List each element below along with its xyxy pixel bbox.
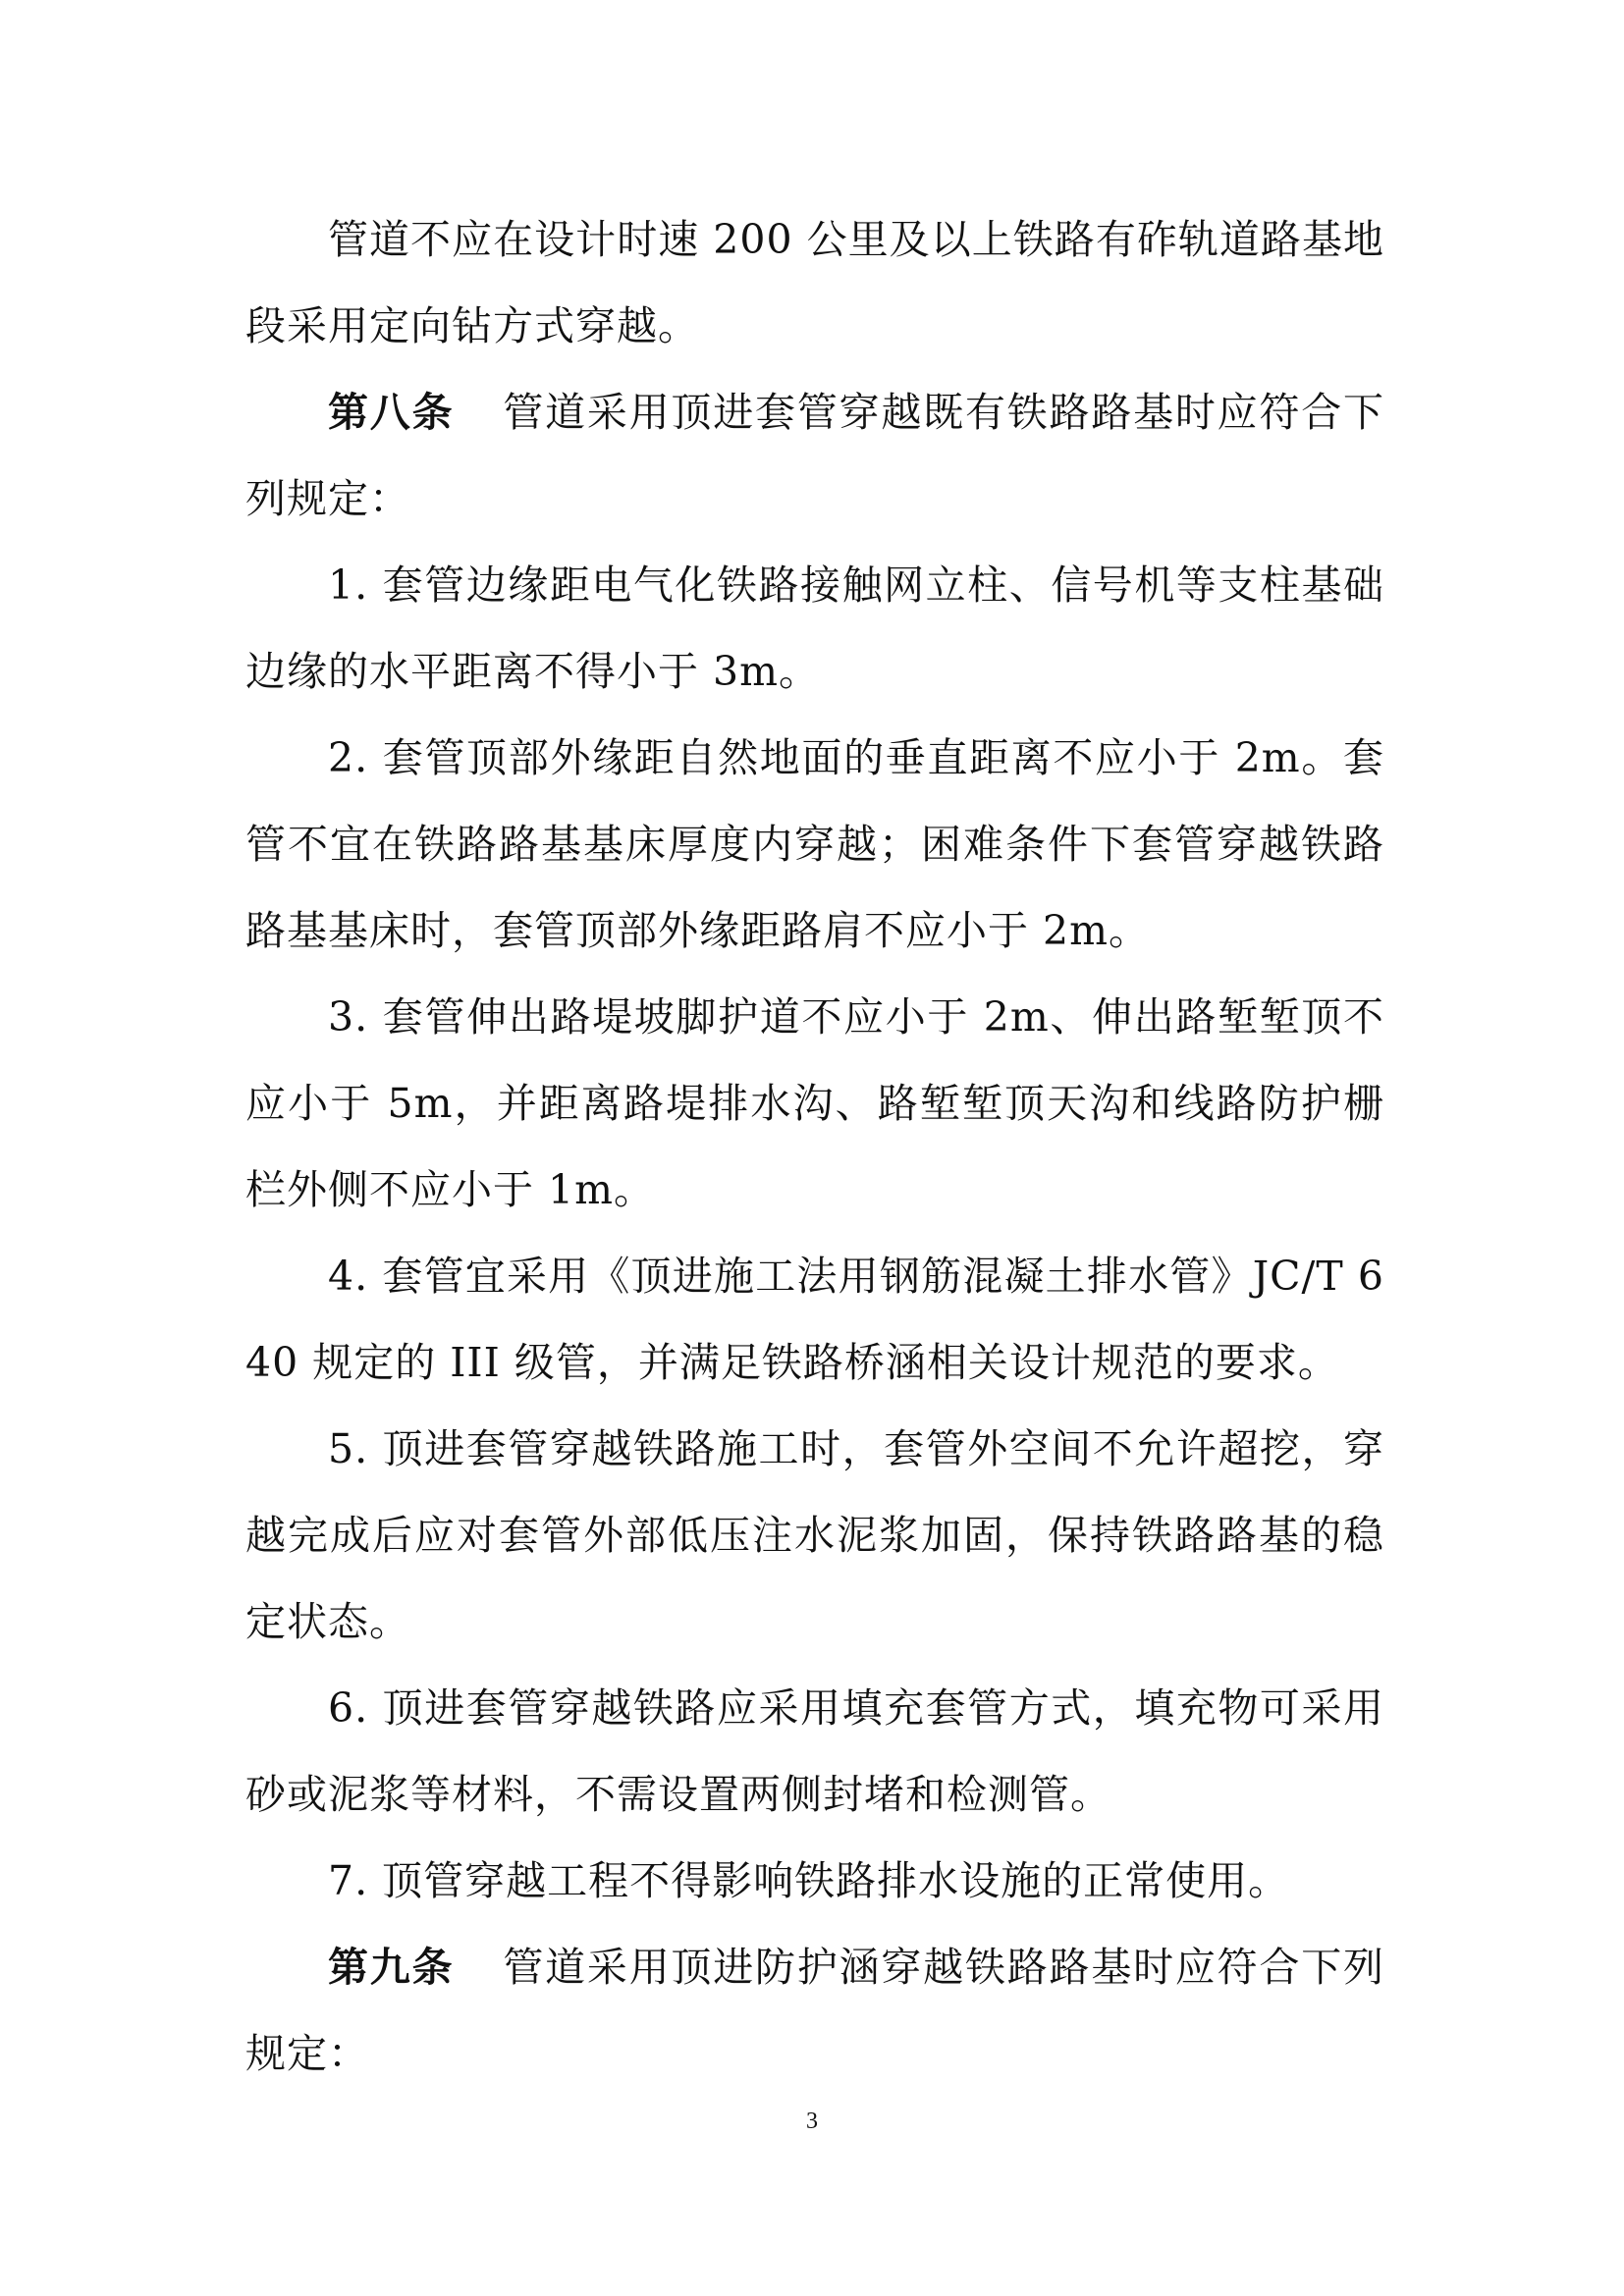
paragraph-text: 7. 顶管穿越工程不得影响铁路排水设施的正常使用。 bbox=[328, 1857, 1290, 1904]
paragraph-text: 4. 套管宜采用《顶进施工法用钢筋混凝土排水管》JC/T 640 规定的 III 级管，并满足铁路桥涵相关设计规范的要求。 bbox=[245, 1253, 1384, 1386]
list-item bbox=[245, 1665, 1384, 1838]
article-label: 第八条 bbox=[328, 389, 455, 436]
article-label: 第九条 bbox=[328, 1944, 455, 1991]
paragraph-text: 2. 套管顶部外缘距自然地面的垂直距离不应小于 2m。套管不宜在铁路路基基床厚度内穿越；困难条件下套管穿越铁路路基基床时，套管顶部外缘距路肩不应小于 2m。 bbox=[245, 734, 1384, 954]
list-item bbox=[245, 1406, 1384, 1665]
paragraph-text: 3. 套管伸出路堤坡脚护道不应小于 2m、伸出路堑堑顶不应小于 5m，并距离路堤排水沟、路堑堑顶天沟和线路防护栅栏外侧不应小于 1m。 bbox=[245, 993, 1384, 1213]
paragraph-text: 管道不应在设计时速 200 公里及以上铁路有砟轨道路基地段采用定向钻方式穿越。 bbox=[245, 216, 1384, 349]
list-item bbox=[245, 542, 1384, 715]
paragraph-text: 管道采用顶进防护涵穿越铁路路基时应符合下列规定： bbox=[245, 1944, 1385, 2077]
list-item bbox=[245, 974, 1384, 1233]
list-item bbox=[245, 1838, 1384, 1924]
paragraph-text: 1. 套管边缘距电气化铁路接触网立柱、信号机等支柱基础边缘的水平距离不得小于 3m。 bbox=[245, 561, 1384, 695]
paragraph bbox=[245, 196, 1384, 369]
article-8-heading bbox=[245, 369, 1384, 542]
list-item bbox=[245, 1233, 1384, 1406]
paragraph-text: 管道采用顶进套管穿越既有铁路路基时应符合下列规定： bbox=[245, 389, 1385, 522]
document-body bbox=[245, 196, 1384, 2097]
paragraph-text: 6. 顶进套管穿越铁路应采用填充套管方式，填充物可采用砂或泥浆等材料，不需设置两侧封堵和检测管。 bbox=[245, 1684, 1384, 1818]
page-number: 3 bbox=[806, 2109, 818, 2134]
list-item bbox=[245, 715, 1384, 974]
paragraph-text: 5. 顶进套管穿越铁路施工时，套管外空间不允许超挖，穿越完成后应对套管外部低压注水泥浆加固，保持铁路路基的稳定状态。 bbox=[245, 1425, 1384, 1645]
article-9-heading bbox=[245, 1924, 1384, 2097]
